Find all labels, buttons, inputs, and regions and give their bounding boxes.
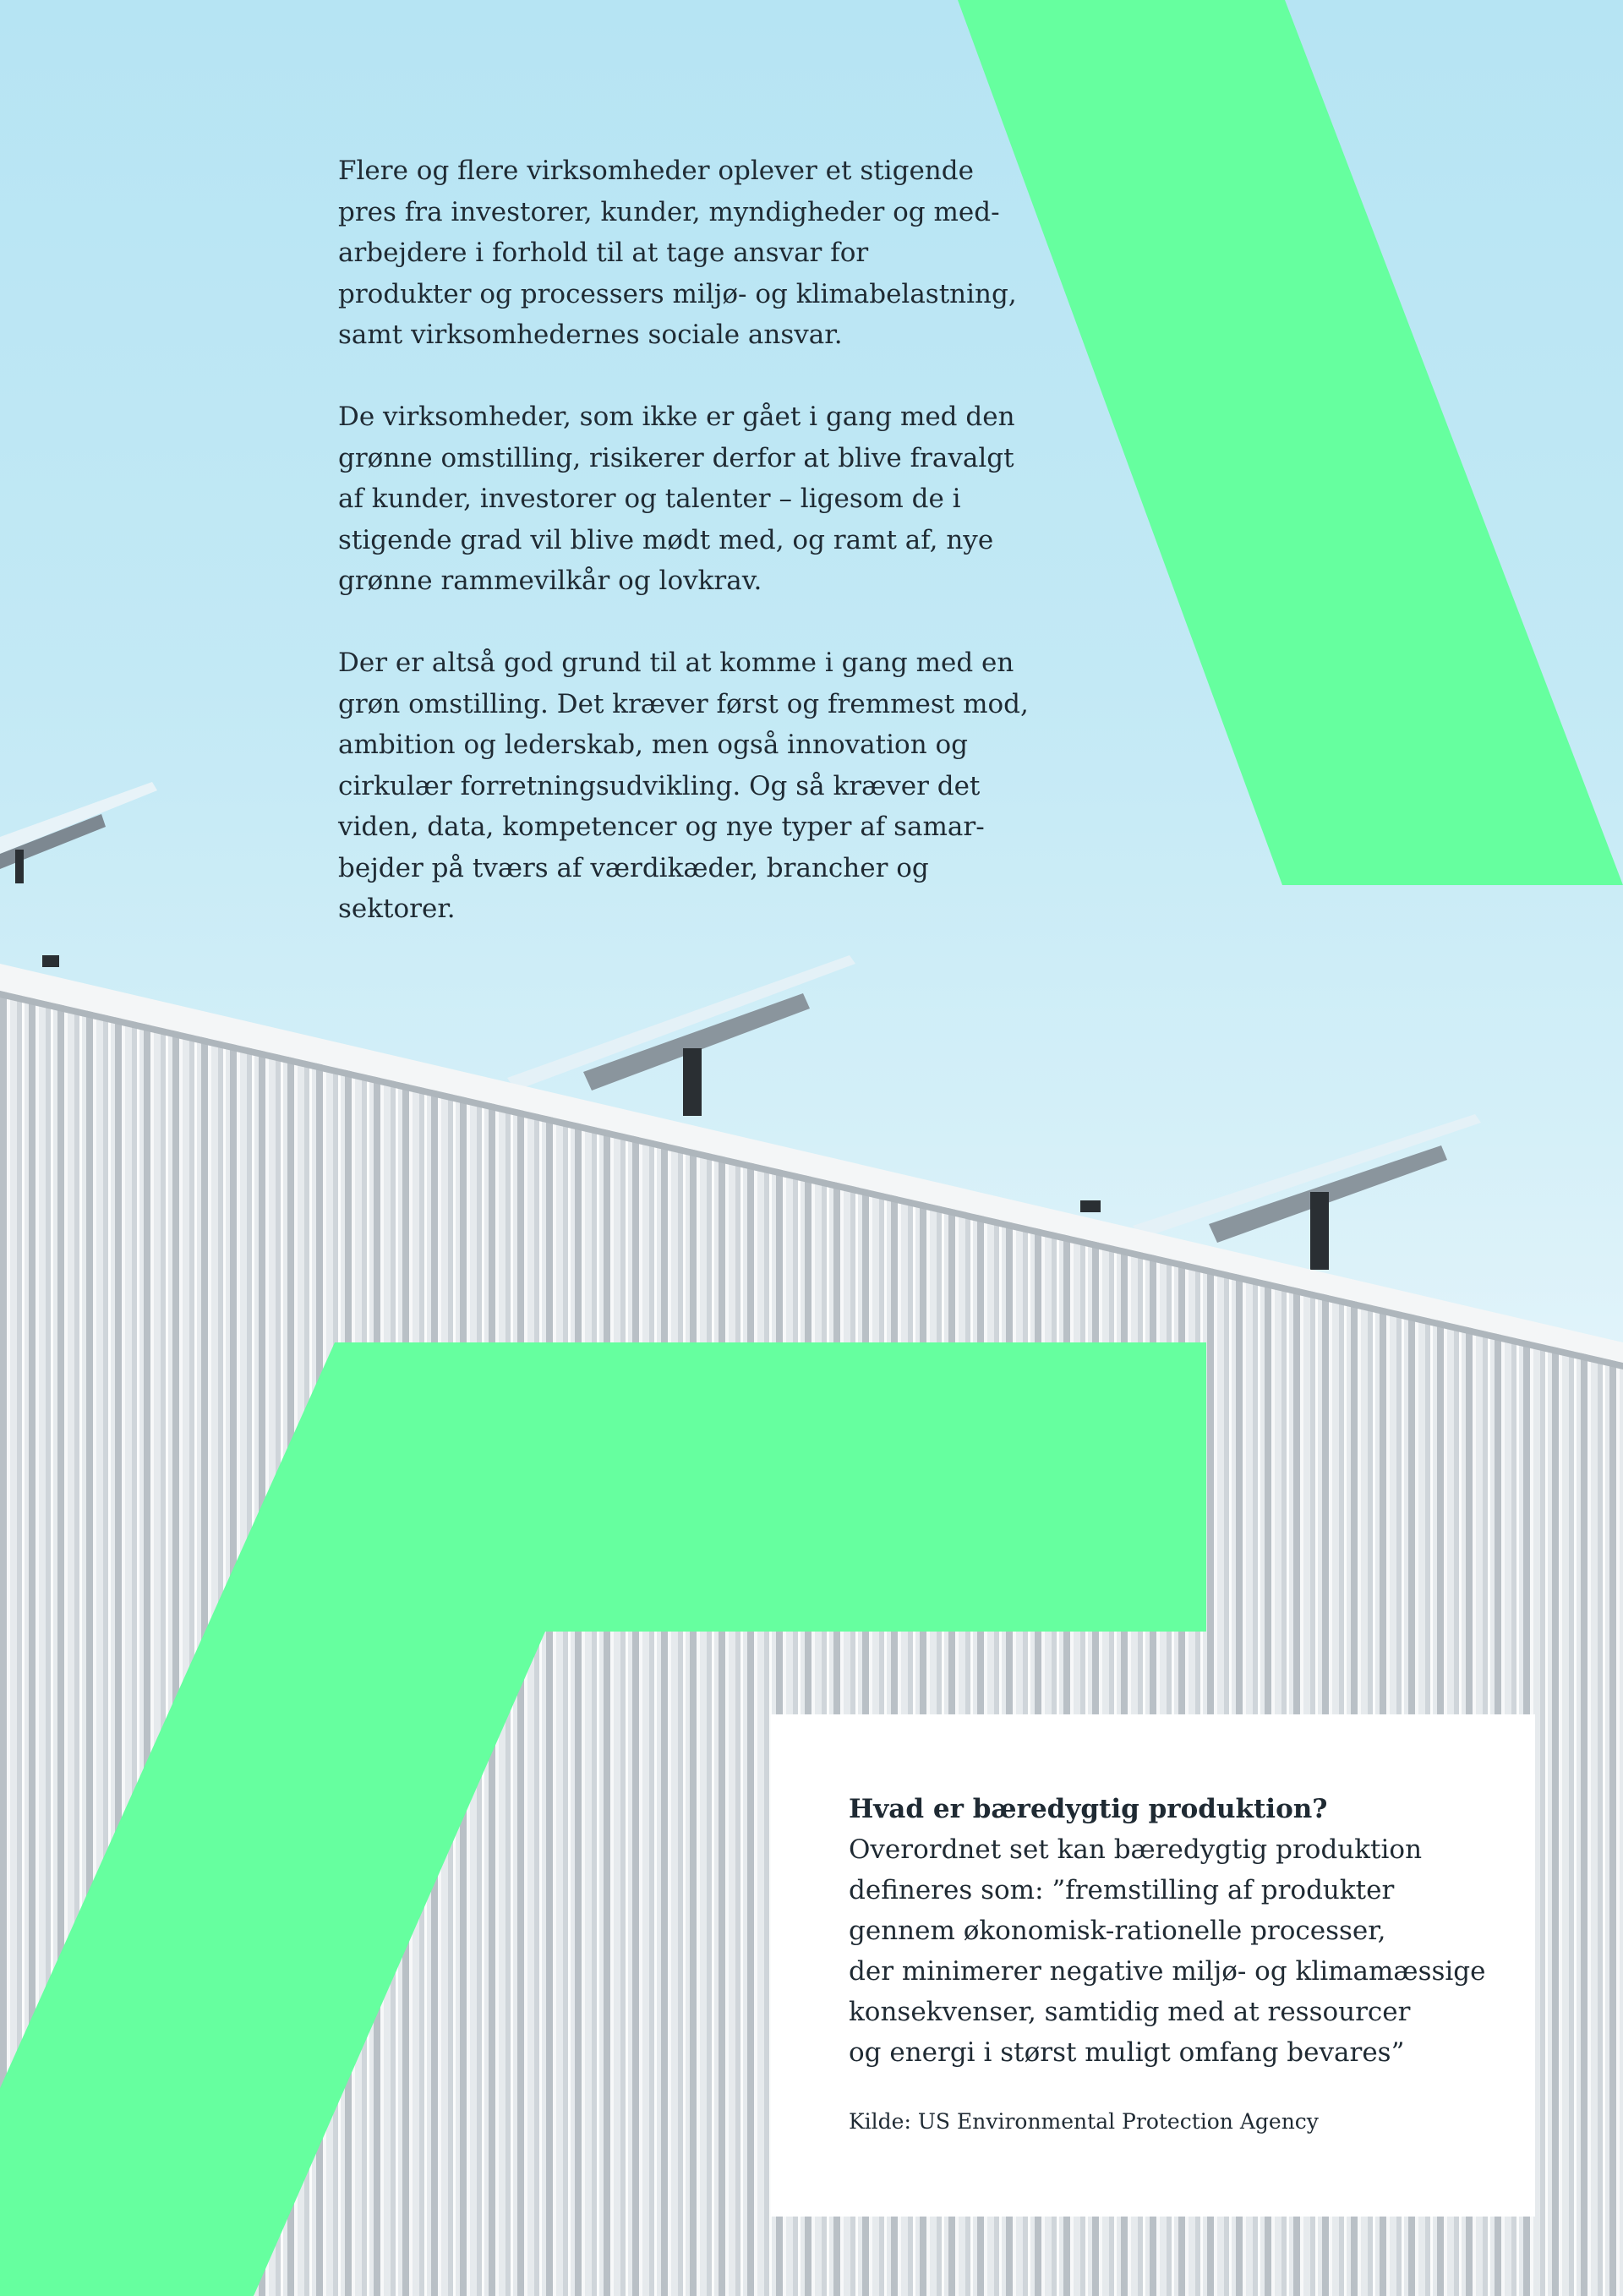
solar-panel-middle: [507, 955, 855, 1116]
intro-paragraph-3: Der er altså god grund til at komme i gang med en grøn omstilling. Det kræver først og fremmest mod, ambition og lederskab, men også innovation og cirkulær forretningsudvikling. Og så kræver det viden, data, kompetencer og nye typer af samar- bejder på tværs af værdikæder, brancher og sektorer.: [338, 648, 1029, 924]
factbox-body: Overordnet set kan bæredygtig produktion defineres som: ”fremstilling af produkter gennem økonomisk-rationelle processer, der minimerer negative miljø- og klimamæssige konsekvenser, samtidig med at ressourcer og energi i størst muligt omfang bevares”: [849, 1834, 1486, 2068]
solar-panel-left: [0, 782, 157, 967]
factbox-content: [849, 1789, 1508, 2137]
green-stripe-top: [958, 0, 1623, 885]
factbox-source: Kilde: US Environmental Protection Agency: [849, 2109, 1319, 2134]
intro-paragraph-1: Flere og flere virksomheder oplever et stigende pres fra investorer, kunder, myndigheder og med- arbejdere i forhold til at tage ansvar for produkter og processers miljø- og klimabelastning, samt virksomhedernes sociale ansvar.: [338, 156, 1017, 350]
intro-text: [338, 150, 1031, 970]
factbox-card: [771, 1714, 1535, 2217]
intro-paragraph-2: De virksomheder, som ikke er gået i gang med den grønne omstilling, risikerer derfor at blive fravalgt af kunder, investorer og talenter – ligesom de i stigende grad vil blive mødt med, og ramt af, nye grønne rammevilkår og lovkrav.: [338, 402, 1015, 596]
factbox-title: Hvad er bæredygtig produktion?: [849, 1794, 1328, 1824]
